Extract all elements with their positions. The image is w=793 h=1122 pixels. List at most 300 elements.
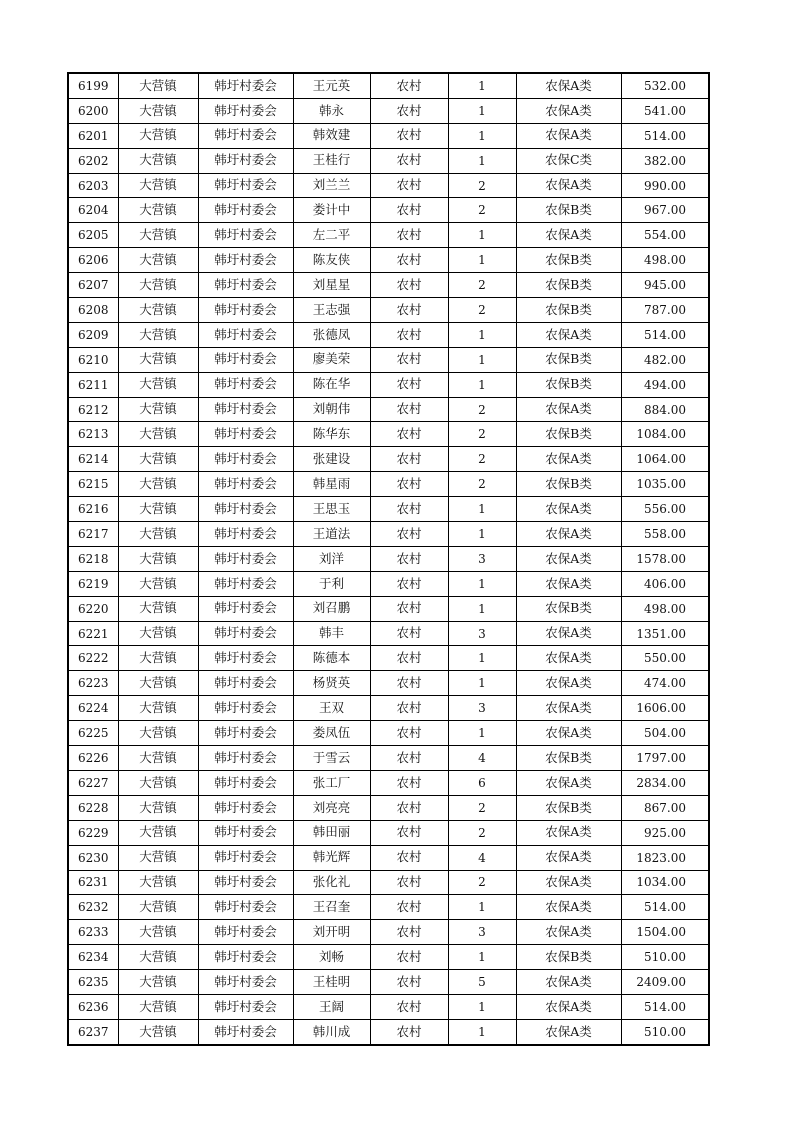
table-row (68, 273, 709, 298)
name-cell: 娄计中 (293, 198, 370, 223)
category-cell: 农保A类 (516, 397, 621, 422)
village-committee-cell: 韩圩村委会 (198, 671, 293, 696)
amount-cell: 1034.00 (621, 870, 709, 895)
town-cell: 大营镇 (118, 347, 198, 372)
household-type-cell: 农村 (370, 696, 448, 721)
town-cell: 大营镇 (118, 447, 198, 472)
amount-cell: 514.00 (621, 994, 709, 1019)
table-row (68, 123, 709, 148)
name-cell: 王桂明 (293, 970, 370, 995)
name-cell: 于利 (293, 571, 370, 596)
amount-cell: 1797.00 (621, 746, 709, 771)
category-cell: 农保A类 (516, 322, 621, 347)
serial-number-cell: 6203 (68, 173, 118, 198)
town-cell: 大营镇 (118, 970, 198, 995)
serial-number-cell: 6223 (68, 671, 118, 696)
serial-number-cell: 6210 (68, 347, 118, 372)
village-committee-cell: 韩圩村委会 (198, 298, 293, 323)
serial-number-cell: 6217 (68, 522, 118, 547)
table-row (68, 223, 709, 248)
name-cell: 刘开明 (293, 920, 370, 945)
amount-cell: 925.00 (621, 820, 709, 845)
subsidy-roster-table (67, 72, 710, 1046)
village-committee-cell: 韩圩村委会 (198, 1019, 293, 1044)
name-cell: 王阔 (293, 994, 370, 1019)
table-row (68, 546, 709, 571)
village-committee-cell: 韩圩村委会 (198, 970, 293, 995)
amount-cell: 1035.00 (621, 472, 709, 497)
person-count-cell: 3 (448, 546, 516, 571)
village-committee-cell: 韩圩村委会 (198, 148, 293, 173)
household-type-cell: 农村 (370, 646, 448, 671)
serial-number-cell: 6225 (68, 721, 118, 746)
town-cell: 大营镇 (118, 322, 198, 347)
town-cell: 大营镇 (118, 721, 198, 746)
household-type-cell: 农村 (370, 422, 448, 447)
household-type-cell: 农村 (370, 945, 448, 970)
household-type-cell: 农村 (370, 98, 448, 123)
serial-number-cell: 6229 (68, 820, 118, 845)
table-row (68, 845, 709, 870)
person-count-cell: 1 (448, 98, 516, 123)
name-cell: 陈华东 (293, 422, 370, 447)
person-count-cell: 1 (448, 347, 516, 372)
name-cell: 刘朝伟 (293, 397, 370, 422)
serial-number-cell: 6209 (68, 322, 118, 347)
table-body (68, 73, 709, 1045)
serial-number-cell: 6207 (68, 273, 118, 298)
category-cell: 农保A类 (516, 895, 621, 920)
amount-cell: 558.00 (621, 522, 709, 547)
household-type-cell: 农村 (370, 123, 448, 148)
name-cell: 刘兰兰 (293, 173, 370, 198)
table-row (68, 920, 709, 945)
village-committee-cell: 韩圩村委会 (198, 770, 293, 795)
category-cell: 农保A类 (516, 970, 621, 995)
serial-number-cell: 6222 (68, 646, 118, 671)
name-cell: 王双 (293, 696, 370, 721)
town-cell: 大营镇 (118, 845, 198, 870)
person-count-cell: 2 (448, 870, 516, 895)
category-cell: 农保B类 (516, 472, 621, 497)
person-count-cell: 4 (448, 746, 516, 771)
amount-cell: 1578.00 (621, 546, 709, 571)
table-row (68, 248, 709, 273)
name-cell: 韩川成 (293, 1019, 370, 1044)
village-committee-cell: 韩圩村委会 (198, 372, 293, 397)
town-cell: 大营镇 (118, 945, 198, 970)
name-cell: 韩星雨 (293, 472, 370, 497)
amount-cell: 1064.00 (621, 447, 709, 472)
village-committee-cell: 韩圩村委会 (198, 870, 293, 895)
town-cell: 大营镇 (118, 546, 198, 571)
table-row (68, 397, 709, 422)
serial-number-cell: 6205 (68, 223, 118, 248)
amount-cell: 990.00 (621, 173, 709, 198)
amount-cell: 482.00 (621, 347, 709, 372)
category-cell: 农保A类 (516, 123, 621, 148)
town-cell: 大营镇 (118, 73, 198, 98)
category-cell: 农保A类 (516, 522, 621, 547)
village-committee-cell: 韩圩村委会 (198, 546, 293, 571)
table-row (68, 422, 709, 447)
person-count-cell: 1 (448, 148, 516, 173)
person-count-cell: 2 (448, 173, 516, 198)
category-cell: 农保A类 (516, 1019, 621, 1044)
serial-number-cell: 6221 (68, 621, 118, 646)
amount-cell: 867.00 (621, 795, 709, 820)
household-type-cell: 农村 (370, 994, 448, 1019)
person-count-cell: 1 (448, 497, 516, 522)
person-count-cell: 1 (448, 671, 516, 696)
name-cell: 于雪云 (293, 746, 370, 771)
person-count-cell: 1 (448, 372, 516, 397)
name-cell: 刘畅 (293, 945, 370, 970)
table-row (68, 820, 709, 845)
category-cell: 农保B类 (516, 298, 621, 323)
name-cell: 韩丰 (293, 621, 370, 646)
household-type-cell: 农村 (370, 820, 448, 845)
amount-cell: 1606.00 (621, 696, 709, 721)
village-committee-cell: 韩圩村委会 (198, 596, 293, 621)
town-cell: 大营镇 (118, 696, 198, 721)
person-count-cell: 1 (448, 945, 516, 970)
table-row (68, 994, 709, 1019)
person-count-cell: 2 (448, 298, 516, 323)
serial-number-cell: 6228 (68, 795, 118, 820)
name-cell: 张化礼 (293, 870, 370, 895)
table-row (68, 746, 709, 771)
person-count-cell: 5 (448, 970, 516, 995)
village-committee-cell: 韩圩村委会 (198, 123, 293, 148)
village-committee-cell: 韩圩村委会 (198, 273, 293, 298)
category-cell: 农保A类 (516, 447, 621, 472)
category-cell: 农保A类 (516, 845, 621, 870)
household-type-cell: 农村 (370, 1019, 448, 1044)
category-cell: 农保A类 (516, 994, 621, 1019)
amount-cell: 514.00 (621, 895, 709, 920)
village-committee-cell: 韩圩村委会 (198, 646, 293, 671)
village-committee-cell: 韩圩村委会 (198, 73, 293, 98)
village-committee-cell: 韩圩村委会 (198, 347, 293, 372)
household-type-cell: 农村 (370, 522, 448, 547)
name-cell: 韩光辉 (293, 845, 370, 870)
amount-cell: 884.00 (621, 397, 709, 422)
person-count-cell: 1 (448, 248, 516, 273)
village-committee-cell: 韩圩村委会 (198, 571, 293, 596)
village-committee-cell: 韩圩村委会 (198, 746, 293, 771)
name-cell: 王桂行 (293, 148, 370, 173)
household-type-cell: 农村 (370, 895, 448, 920)
household-type-cell: 农村 (370, 347, 448, 372)
village-committee-cell: 韩圩村委会 (198, 696, 293, 721)
table-row (68, 372, 709, 397)
name-cell: 左二平 (293, 223, 370, 248)
serial-number-cell: 6231 (68, 870, 118, 895)
name-cell: 娄凤伍 (293, 721, 370, 746)
town-cell: 大营镇 (118, 994, 198, 1019)
amount-cell: 787.00 (621, 298, 709, 323)
table-row (68, 472, 709, 497)
name-cell: 杨贤英 (293, 671, 370, 696)
table-row (68, 696, 709, 721)
name-cell: 陈德本 (293, 646, 370, 671)
household-type-cell: 农村 (370, 472, 448, 497)
person-count-cell: 2 (448, 820, 516, 845)
town-cell: 大营镇 (118, 820, 198, 845)
serial-number-cell: 6236 (68, 994, 118, 1019)
town-cell: 大营镇 (118, 770, 198, 795)
name-cell: 刘召鹏 (293, 596, 370, 621)
name-cell: 王志强 (293, 298, 370, 323)
serial-number-cell: 6216 (68, 497, 118, 522)
person-count-cell: 1 (448, 646, 516, 671)
category-cell: 农保B类 (516, 945, 621, 970)
person-count-cell: 2 (448, 422, 516, 447)
category-cell: 农保B类 (516, 248, 621, 273)
village-committee-cell: 韩圩村委会 (198, 820, 293, 845)
town-cell: 大营镇 (118, 472, 198, 497)
town-cell: 大营镇 (118, 422, 198, 447)
village-committee-cell: 韩圩村委会 (198, 447, 293, 472)
amount-cell: 556.00 (621, 497, 709, 522)
person-count-cell: 1 (448, 322, 516, 347)
person-count-cell: 2 (448, 447, 516, 472)
category-cell: 农保B类 (516, 273, 621, 298)
town-cell: 大营镇 (118, 198, 198, 223)
serial-number-cell: 6232 (68, 895, 118, 920)
village-committee-cell: 韩圩村委会 (198, 98, 293, 123)
name-cell: 张工厂 (293, 770, 370, 795)
village-committee-cell: 韩圩村委会 (198, 223, 293, 248)
name-cell: 刘洋 (293, 546, 370, 571)
town-cell: 大营镇 (118, 920, 198, 945)
household-type-cell: 农村 (370, 845, 448, 870)
village-committee-cell: 韩圩村委会 (198, 198, 293, 223)
serial-number-cell: 6214 (68, 447, 118, 472)
table-row (68, 347, 709, 372)
person-count-cell: 1 (448, 895, 516, 920)
table-row (68, 596, 709, 621)
category-cell: 农保A类 (516, 173, 621, 198)
name-cell: 韩永 (293, 98, 370, 123)
person-count-cell: 1 (448, 571, 516, 596)
table-row (68, 895, 709, 920)
name-cell: 陈友侠 (293, 248, 370, 273)
household-type-cell: 农村 (370, 746, 448, 771)
person-count-cell: 1 (448, 123, 516, 148)
serial-number-cell: 6199 (68, 73, 118, 98)
household-type-cell: 农村 (370, 920, 448, 945)
category-cell: 农保A类 (516, 497, 621, 522)
household-type-cell: 农村 (370, 795, 448, 820)
table-row (68, 73, 709, 98)
table-row (68, 671, 709, 696)
person-count-cell: 1 (448, 223, 516, 248)
category-cell: 农保B类 (516, 746, 621, 771)
category-cell: 农保A类 (516, 721, 621, 746)
serial-number-cell: 6219 (68, 571, 118, 596)
serial-number-cell: 6208 (68, 298, 118, 323)
person-count-cell: 1 (448, 721, 516, 746)
village-committee-cell: 韩圩村委会 (198, 248, 293, 273)
household-type-cell: 农村 (370, 970, 448, 995)
amount-cell: 532.00 (621, 73, 709, 98)
category-cell: 农保B类 (516, 795, 621, 820)
name-cell: 王召奎 (293, 895, 370, 920)
person-count-cell: 1 (448, 596, 516, 621)
name-cell: 王思玉 (293, 497, 370, 522)
household-type-cell: 农村 (370, 596, 448, 621)
name-cell: 刘亮亮 (293, 795, 370, 820)
town-cell: 大营镇 (118, 148, 198, 173)
table-row (68, 721, 709, 746)
name-cell: 张德凤 (293, 322, 370, 347)
category-cell: 农保B类 (516, 198, 621, 223)
name-cell: 张建设 (293, 447, 370, 472)
table-row (68, 571, 709, 596)
amount-cell: 541.00 (621, 98, 709, 123)
amount-cell: 498.00 (621, 248, 709, 273)
village-committee-cell: 韩圩村委会 (198, 173, 293, 198)
serial-number-cell: 6220 (68, 596, 118, 621)
amount-cell: 510.00 (621, 1019, 709, 1044)
category-cell: 农保A类 (516, 870, 621, 895)
household-type-cell: 农村 (370, 273, 448, 298)
town-cell: 大营镇 (118, 273, 198, 298)
village-committee-cell: 韩圩村委会 (198, 945, 293, 970)
serial-number-cell: 6215 (68, 472, 118, 497)
name-cell: 王道法 (293, 522, 370, 547)
town-cell: 大营镇 (118, 372, 198, 397)
amount-cell: 382.00 (621, 148, 709, 173)
person-count-cell: 6 (448, 770, 516, 795)
town-cell: 大营镇 (118, 1019, 198, 1044)
town-cell: 大营镇 (118, 895, 198, 920)
table-row (68, 148, 709, 173)
village-committee-cell: 韩圩村委会 (198, 795, 293, 820)
village-committee-cell: 韩圩村委会 (198, 397, 293, 422)
category-cell: 农保A类 (516, 73, 621, 98)
name-cell: 陈在华 (293, 372, 370, 397)
household-type-cell: 农村 (370, 298, 448, 323)
amount-cell: 967.00 (621, 198, 709, 223)
name-cell: 廖美荣 (293, 347, 370, 372)
table-row (68, 795, 709, 820)
amount-cell: 1823.00 (621, 845, 709, 870)
person-count-cell: 2 (448, 472, 516, 497)
town-cell: 大营镇 (118, 746, 198, 771)
amount-cell: 1084.00 (621, 422, 709, 447)
category-cell: 农保A类 (516, 571, 621, 596)
category-cell: 农保A类 (516, 770, 621, 795)
serial-number-cell: 6201 (68, 123, 118, 148)
amount-cell: 554.00 (621, 223, 709, 248)
household-type-cell: 农村 (370, 372, 448, 397)
household-type-cell: 农村 (370, 671, 448, 696)
table-row (68, 198, 709, 223)
town-cell: 大营镇 (118, 671, 198, 696)
village-committee-cell: 韩圩村委会 (198, 920, 293, 945)
table-row (68, 447, 709, 472)
amount-cell: 514.00 (621, 322, 709, 347)
village-committee-cell: 韩圩村委会 (198, 721, 293, 746)
category-cell: 农保A类 (516, 671, 621, 696)
category-cell: 农保A类 (516, 646, 621, 671)
name-cell: 韩效建 (293, 123, 370, 148)
serial-number-cell: 6233 (68, 920, 118, 945)
household-type-cell: 农村 (370, 571, 448, 596)
town-cell: 大营镇 (118, 870, 198, 895)
amount-cell: 474.00 (621, 671, 709, 696)
table-row (68, 173, 709, 198)
serial-number-cell: 6213 (68, 422, 118, 447)
amount-cell: 494.00 (621, 372, 709, 397)
village-committee-cell: 韩圩村委会 (198, 994, 293, 1019)
table-row (68, 298, 709, 323)
serial-number-cell: 6224 (68, 696, 118, 721)
household-type-cell: 农村 (370, 397, 448, 422)
village-committee-cell: 韩圩村委会 (198, 621, 293, 646)
table-row (68, 770, 709, 795)
category-cell: 农保A类 (516, 223, 621, 248)
person-count-cell: 1 (448, 1019, 516, 1044)
category-cell: 农保B类 (516, 347, 621, 372)
town-cell: 大营镇 (118, 596, 198, 621)
name-cell: 王元英 (293, 73, 370, 98)
category-cell: 农保B类 (516, 596, 621, 621)
household-type-cell: 农村 (370, 721, 448, 746)
village-committee-cell: 韩圩村委会 (198, 422, 293, 447)
name-cell: 刘星星 (293, 273, 370, 298)
amount-cell: 2409.00 (621, 970, 709, 995)
household-type-cell: 农村 (370, 322, 448, 347)
serial-number-cell: 6218 (68, 546, 118, 571)
amount-cell: 504.00 (621, 721, 709, 746)
serial-number-cell: 6237 (68, 1019, 118, 1044)
serial-number-cell: 6204 (68, 198, 118, 223)
serial-number-cell: 6234 (68, 945, 118, 970)
table-row (68, 870, 709, 895)
town-cell: 大营镇 (118, 522, 198, 547)
serial-number-cell: 6200 (68, 98, 118, 123)
town-cell: 大营镇 (118, 123, 198, 148)
name-cell: 韩田丽 (293, 820, 370, 845)
person-count-cell: 4 (448, 845, 516, 870)
person-count-cell: 1 (448, 994, 516, 1019)
category-cell: 农保A类 (516, 920, 621, 945)
household-type-cell: 农村 (370, 546, 448, 571)
village-committee-cell: 韩圩村委会 (198, 522, 293, 547)
town-cell: 大营镇 (118, 646, 198, 671)
person-count-cell: 1 (448, 73, 516, 98)
amount-cell: 1504.00 (621, 920, 709, 945)
serial-number-cell: 6206 (68, 248, 118, 273)
village-committee-cell: 韩圩村委会 (198, 895, 293, 920)
household-type-cell: 农村 (370, 248, 448, 273)
category-cell: 农保B类 (516, 372, 621, 397)
household-type-cell: 农村 (370, 173, 448, 198)
serial-number-cell: 6227 (68, 770, 118, 795)
category-cell: 农保A类 (516, 546, 621, 571)
person-count-cell: 3 (448, 621, 516, 646)
household-type-cell: 农村 (370, 447, 448, 472)
category-cell: 农保A类 (516, 98, 621, 123)
village-committee-cell: 韩圩村委会 (198, 497, 293, 522)
household-type-cell: 农村 (370, 870, 448, 895)
table-row (68, 970, 709, 995)
household-type-cell: 农村 (370, 73, 448, 98)
